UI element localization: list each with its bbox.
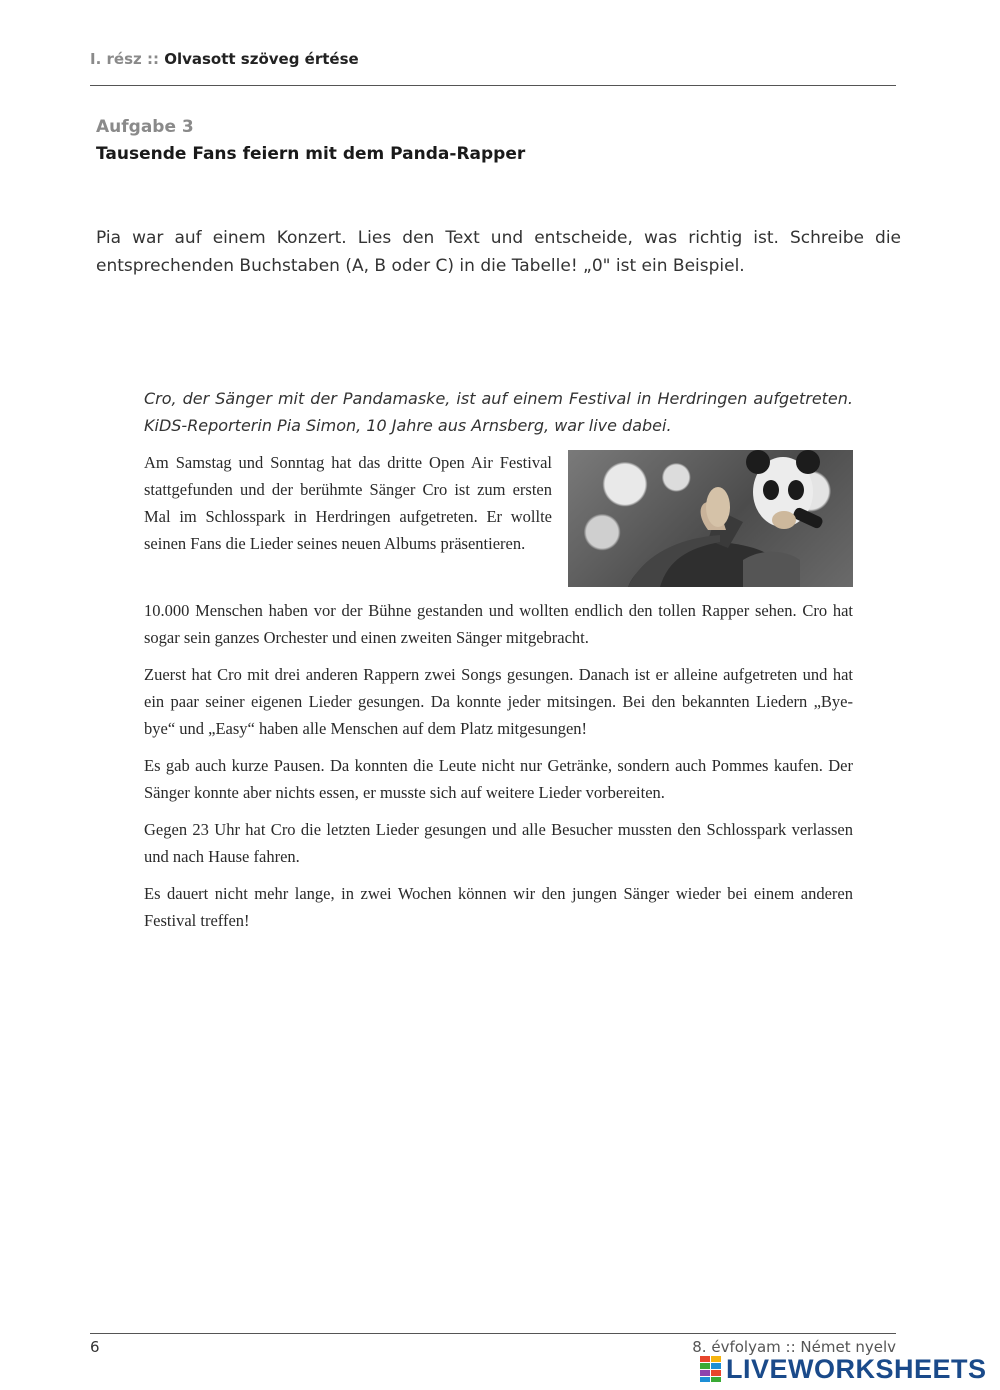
task-instruction: Pia war auf einem Konzert. Lies den Text und entscheide, was richtig ist. Schreibe die entsprechenden Buchstaben (A, B oder C) in die Tabelle! „0" ist ein Beispiel. xyxy=(96,228,901,276)
page-header xyxy=(90,50,359,68)
article-paragraph: Es dauert nicht mehr lange, in zwei Wochen können wir den jungen Sänger wieder bei einem anderen Festival treffen! xyxy=(144,884,853,930)
section-label: I. rész xyxy=(90,50,142,68)
singer-photo-illustration xyxy=(568,450,853,587)
article-intro-row xyxy=(144,449,853,587)
liveworksheets-brand[interactable] xyxy=(700,1353,994,1385)
article-paragraph: Gegen 23 Uhr hat Cro die letzten Lieder gesungen und alle Besucher mussten den Schlosspark verlassen und nach Hause fahren. xyxy=(144,820,853,866)
article-paragraph: Am Samstag und Sonntag hat das dritte Open Air Festival stattgefunden und der berühmte Sänger Cro ist zum ersten Mal im Schlosspark in Herdringen aufgetreten. Er wollte seinen Fans die Lieder seines neuen Albums präsentieren. xyxy=(144,453,552,553)
section-topic: Olvasott szöveg értése xyxy=(164,50,359,68)
article-paragraph: Zuerst hat Cro mit drei anderen Rappern zwei Songs gesungen. Danach ist er alleine aufgetreten und hat ein paar seiner eigenen Lieder gesungen. Da konnte jeder mitsingen. Bei den bekannten Liedern „Bye-bye“ und „Easy“ haben alle Menschen auf dem Platz mitgesungen! xyxy=(144,665,853,738)
liveworksheets-logo-icon xyxy=(700,1356,722,1382)
footer-divider xyxy=(90,1333,896,1334)
header-separator: :: xyxy=(146,50,159,68)
footer-course: 8. évfolyam :: Német nyelv xyxy=(692,1338,896,1356)
article xyxy=(144,385,853,934)
task-title: Tausende Fans feiern mit dem Panda-Rapper xyxy=(96,144,526,164)
article-lead: Cro, der Sänger mit der Pandamaske, ist auf einem Festival in Herdringen aufgetreten. KiDS-Reporterin Pia Simon, 10 Jahre aus Arnsberg, war live dabei. xyxy=(144,389,853,435)
article-paragraph: 10.000 Menschen haben vor der Bühne gestanden und wollten endlich den tollen Rapper sehen. Cro hat sogar sein ganzes Orchester und einen zweiten Sänger mitgebracht. xyxy=(144,601,853,647)
page-number: 6 xyxy=(90,1338,100,1356)
article-photo xyxy=(568,450,853,587)
article-paragraph: Es gab auch kurze Pausen. Da konnten die Leute nicht nur Getränke, sondern auch Pommes kaufen. Der Sänger konnte aber nichts essen, er musste sich auf weitere Lieder vorbereiten. xyxy=(144,756,853,802)
task-label: Aufgabe 3 xyxy=(96,117,194,137)
brand-name: LIVEWORKSHEETS xyxy=(726,1353,987,1384)
header-divider xyxy=(90,85,896,86)
